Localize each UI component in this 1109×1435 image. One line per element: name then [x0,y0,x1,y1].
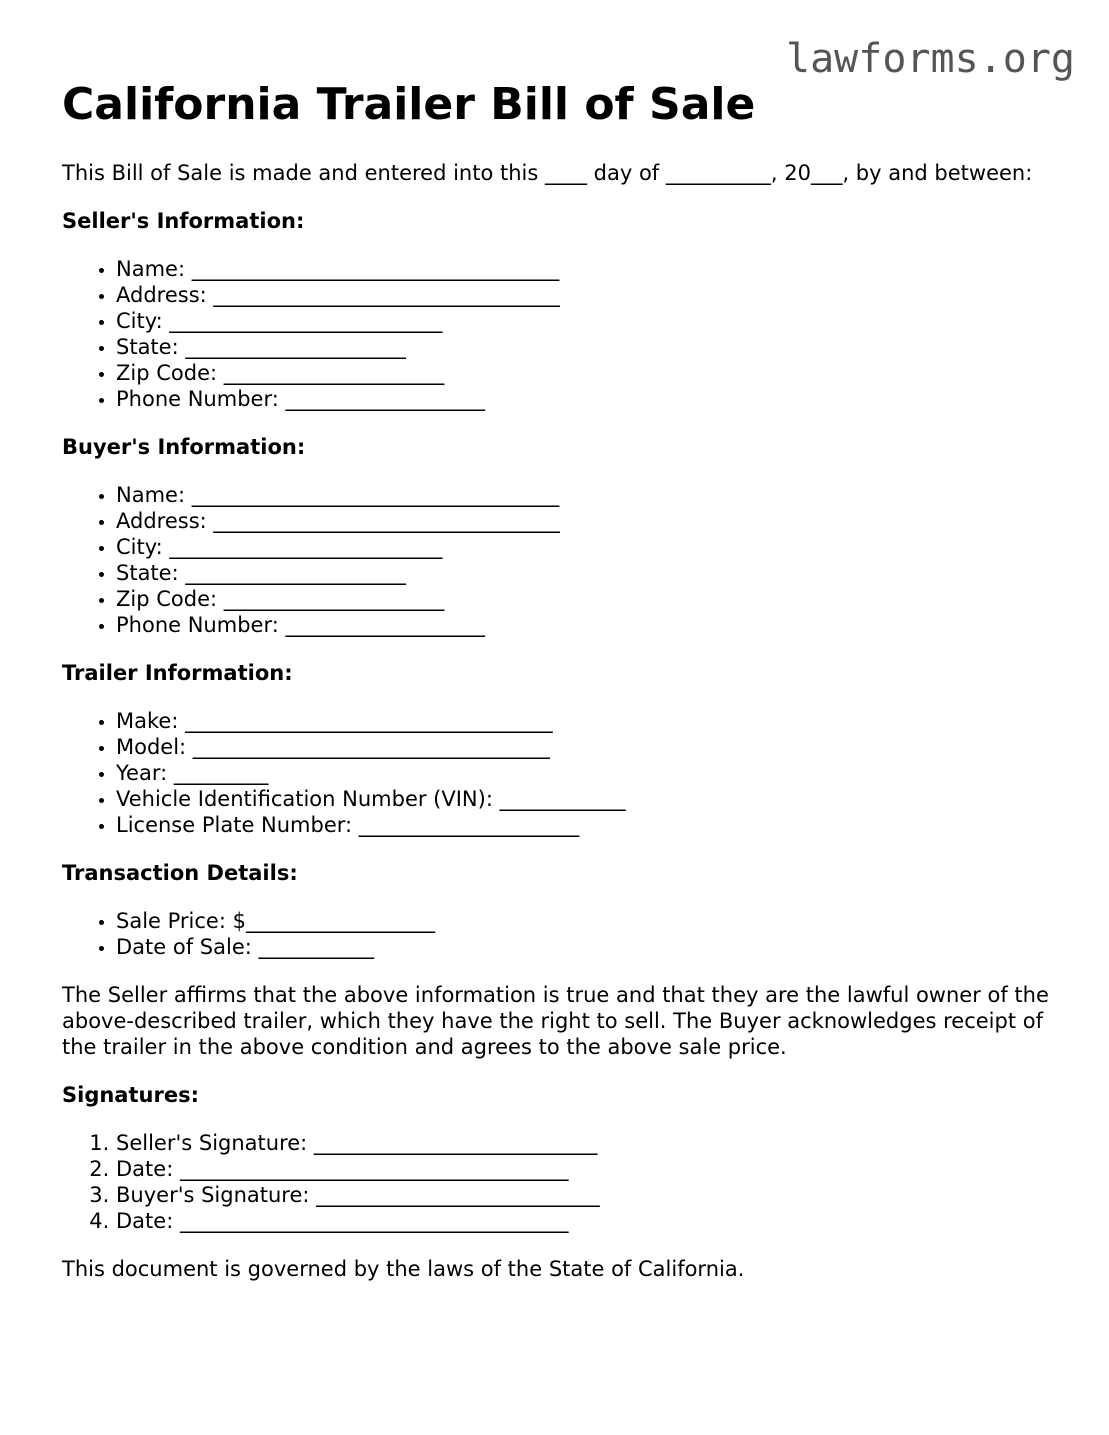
seller-phone-field: • Phone Number: ___________________ [116,386,1052,412]
trailer-info-list [62,708,1052,838]
date-of-sale-field: • Date of Sale: ___________ [116,934,1052,960]
seller-state-field: • State: _____________________ [116,334,1052,360]
seller-address-field: • Address: _________________________________ [116,282,1052,308]
seller-zip-field: • Zip Code: _____________________ [116,360,1052,386]
seller-signature-field: 1. Seller's Signature: ___________________________ [116,1130,1052,1156]
trailer-model-field: • Model: __________________________________ [116,734,1052,760]
signatures-heading: Signatures: [62,1083,199,1107]
buyer-signature-field: 3. Buyer's Signature: ___________________________ [116,1182,1052,1208]
buyer-phone-field: • Phone Number: ___________________ [116,612,1052,638]
trailer-heading: Trailer Information: [62,661,293,685]
trailer-make-field: • Make: ___________________________________ [116,708,1052,734]
buyer-name-field: • Name: ___________________________________ [116,482,1052,508]
intro-paragraph: This Bill of Sale is made and entered into this ____ day of __________, 20___, by and between: [62,161,1033,185]
governing-law-paragraph: This document is governed by the laws of the State of California. [62,1257,745,1281]
seller-info-list [62,256,1052,412]
watermark-logo: lawforms.org [786,36,1075,82]
buyer-date-field: 4. Date: _____________________________________ [116,1208,1052,1234]
buyer-zip-field: • Zip Code: _____________________ [116,586,1052,612]
seller-heading: Seller's Information: [62,209,305,233]
buyer-state-field: • State: _____________________ [116,560,1052,586]
buyer-address-field: • Address: _________________________________ [116,508,1052,534]
buyer-city-field: • City: __________________________ [116,534,1052,560]
trailer-year-field: • Year: _________ [116,760,1052,786]
transaction-heading: Transaction Details: [62,861,298,885]
document-page [62,80,1052,1282]
signatures-list [62,1130,1052,1234]
sale-price-field: • Sale Price: $__________________ [116,908,1052,934]
trailer-vin-field: • Vehicle Identification Number (VIN): ____________ [116,786,1052,812]
affirmation-paragraph: The Seller affirms that the above information is true and that they are the lawful owner of the above-described trailer, which they have the right to sell. The Buyer acknowledges receipt of the trailer in the above condition and agrees to the above sale price. [62,983,1049,1059]
transaction-details-list [62,908,1052,960]
document-title: California Trailer Bill of Sale [62,79,756,130]
buyer-heading: Buyer's Information: [62,435,306,459]
seller-city-field: • City: __________________________ [116,308,1052,334]
seller-name-field: • Name: ___________________________________ [116,256,1052,282]
buyer-info-list [62,482,1052,638]
seller-date-field: 2. Date: _____________________________________ [116,1156,1052,1182]
trailer-plate-field: • License Plate Number: _____________________ [116,812,1052,838]
